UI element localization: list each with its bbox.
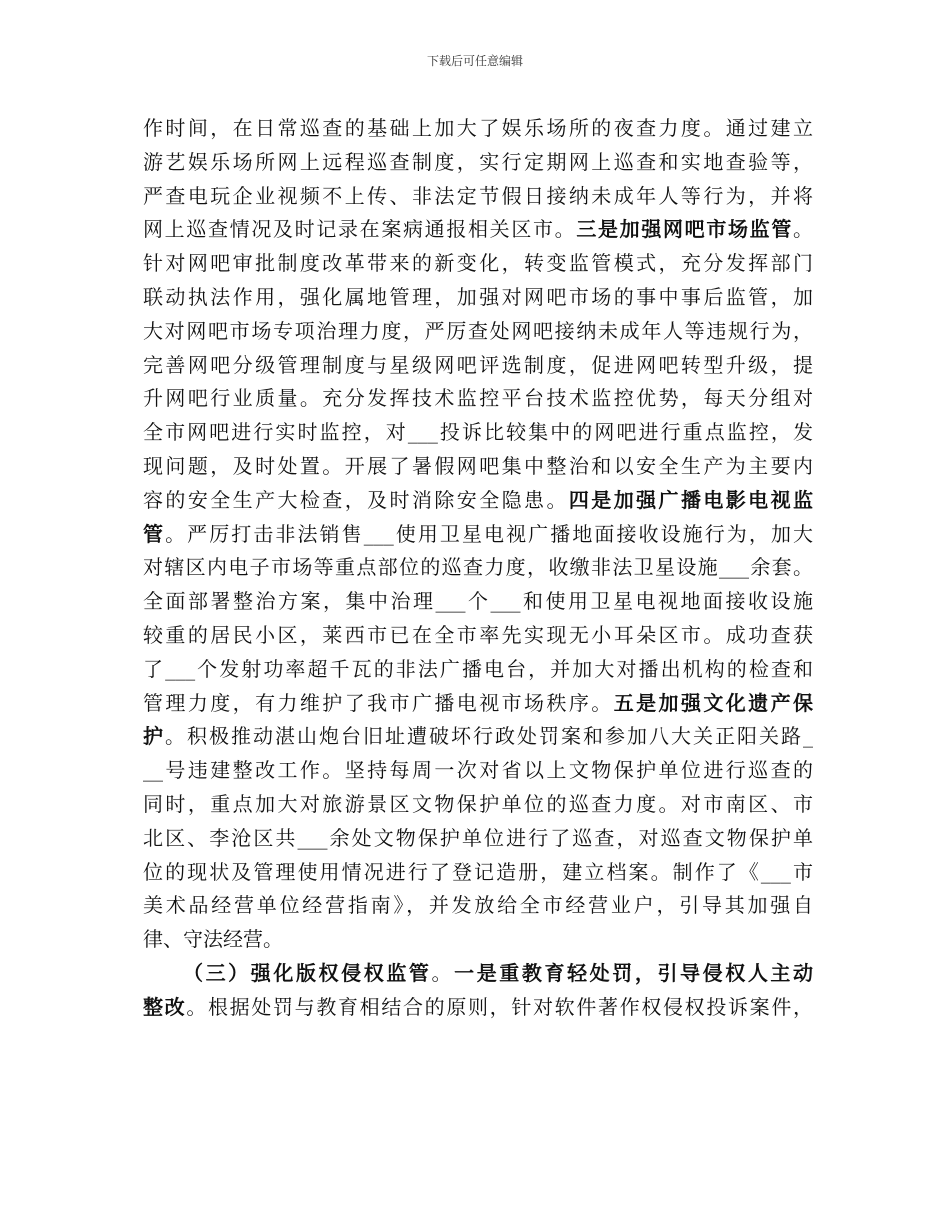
text-segment: 作时间，在日常巡查的基础上加大了娱乐场所的夜查力度。通过建立 — [143, 116, 813, 140]
text-segment: 容的安全生产大检查，及时消除安全隐患。 — [143, 487, 569, 512]
text-line — [143, 349, 813, 383]
text-line — [143, 247, 813, 281]
text-line — [143, 382, 813, 416]
bold-text-segment: 三是加强网吧市场监管 — [576, 217, 794, 242]
text-line — [143, 720, 813, 754]
text-line — [143, 788, 813, 822]
bold-text-segment: 四是加强广播电影电视监 — [568, 487, 813, 512]
bold-text-segment: 管 — [143, 521, 166, 546]
text-segment: 。 — [431, 960, 455, 985]
text-line — [143, 551, 813, 585]
text-segment: 联动执法作用，强化属地管理，加强对网吧市场的事中事后监管，加 — [143, 284, 813, 309]
text-line — [143, 923, 813, 957]
text-segment: 同时，重点加大对旅游景区文物保护单位的巡查力度。对市南区、市 — [143, 791, 813, 816]
text-line — [143, 856, 813, 890]
text-segment: __号违建整改工作。坚持每周一次对省以上文物保护单位进行巡查的 — [143, 758, 813, 783]
bold-text-segment: 一是重教育轻处罚，引导侵权人主动 — [454, 960, 813, 985]
text-line — [143, 889, 813, 923]
text-line — [143, 180, 813, 214]
text-line — [143, 585, 813, 619]
text-segment: 严查电玩企业视频不上传、非法定节假日接纳未成年人等行为，并将 — [143, 183, 813, 208]
text-line — [143, 315, 813, 349]
text-segment: 律、守法经营。 — [143, 927, 283, 952]
text-segment: 北区、李沧区共___余处文物保护单位进行了巡查，对巡查文物保护单 — [143, 825, 813, 850]
text-segment: 管理力度，有力维护了我市广播电视市场秩序。 — [143, 690, 614, 715]
text-line — [143, 450, 813, 484]
text-line — [143, 213, 813, 247]
text-line — [143, 754, 813, 788]
text-segment: 游艺娱乐场所网上远程巡查制度，实行定期网上巡查和实地查验等， — [143, 149, 813, 174]
text-segment: 大对网吧市场专项治理力度，严厉查处网吧接纳未成年人等违规行为， — [143, 318, 813, 343]
text-segment: 美术品经营单位经营指南》，并发放给全市经营业户，引导其加强自 — [143, 893, 813, 918]
bold-text-segment: 整改 — [143, 994, 187, 1019]
text-segment: 对辖区内电子市场等重点部位的巡查力度，收缴非法卫星设施___余套。 — [143, 555, 813, 580]
text-line — [143, 687, 813, 721]
text-segment: 位的现状及管理使用情况进行了登记造册，建立档案。制作了《___市 — [143, 859, 813, 884]
bold-text-segment: 五是加强文化遗产保 — [613, 690, 813, 715]
text-line — [143, 653, 813, 687]
text-segment: 升网吧行业质量。充分发挥技术监控平台技术监控优势，每天分组对 — [143, 386, 813, 411]
bold-text-segment: （三）强化版权侵权监管 — [183, 960, 432, 985]
text-segment: 。根据处罚与教育相结合的原则，针对软件著作权侵权投诉案件， — [186, 994, 813, 1019]
text-segment: 全市网吧进行实时监控，对___投诉比较集中的网吧进行重点监控，发 — [143, 420, 813, 445]
bold-text-segment: 护 — [143, 724, 165, 749]
text-line — [143, 822, 813, 856]
page-header: 下载后可任意编辑 — [426, 54, 523, 68]
text-line — [143, 416, 813, 450]
text-segment: 针对网吧审批制度改革带来的新变化，转变监管模式，充分发挥部门 — [143, 251, 813, 276]
text-line — [143, 619, 813, 653]
text-segment: 现问题，及时处置。开展了暑假网吧集中整治和以安全生产为主要内 — [143, 453, 813, 478]
text-segment: 。 — [793, 217, 813, 242]
text-segment: 完善网吧分级管理制度与星级网吧评选制度，促进网吧转型升级，提 — [143, 352, 813, 377]
text-line — [143, 281, 813, 315]
text-segment: 了___个发射功率超千瓦的非法广播电台，并加大对播出机构的检查和 — [143, 656, 813, 681]
text-line — [143, 991, 813, 1025]
text-segment: 全面部署整治方案，集中治理___个___和使用卫星电视地面接收设施 — [143, 589, 813, 614]
text-segment: 。积极推动湛山炮台旧址遭破坏行政处罚案和参加八大关正阳关路_ — [165, 724, 813, 749]
text-line — [143, 112, 813, 146]
text-line — [143, 518, 813, 552]
text-segment: 较重的居民小区，莱西市已在全市率先实现无小耳朵区市。成功查获 — [143, 622, 813, 647]
text-line — [143, 957, 813, 991]
text-segment: 网上巡查情况及时记录在案病通报相关区市。 — [143, 217, 577, 242]
text-line — [143, 146, 813, 180]
document-body — [143, 112, 813, 1025]
text-line — [143, 484, 813, 518]
text-segment: 。严厉打击非法销售___使用卫星电视广播地面接收设施行为，加大 — [165, 521, 813, 546]
